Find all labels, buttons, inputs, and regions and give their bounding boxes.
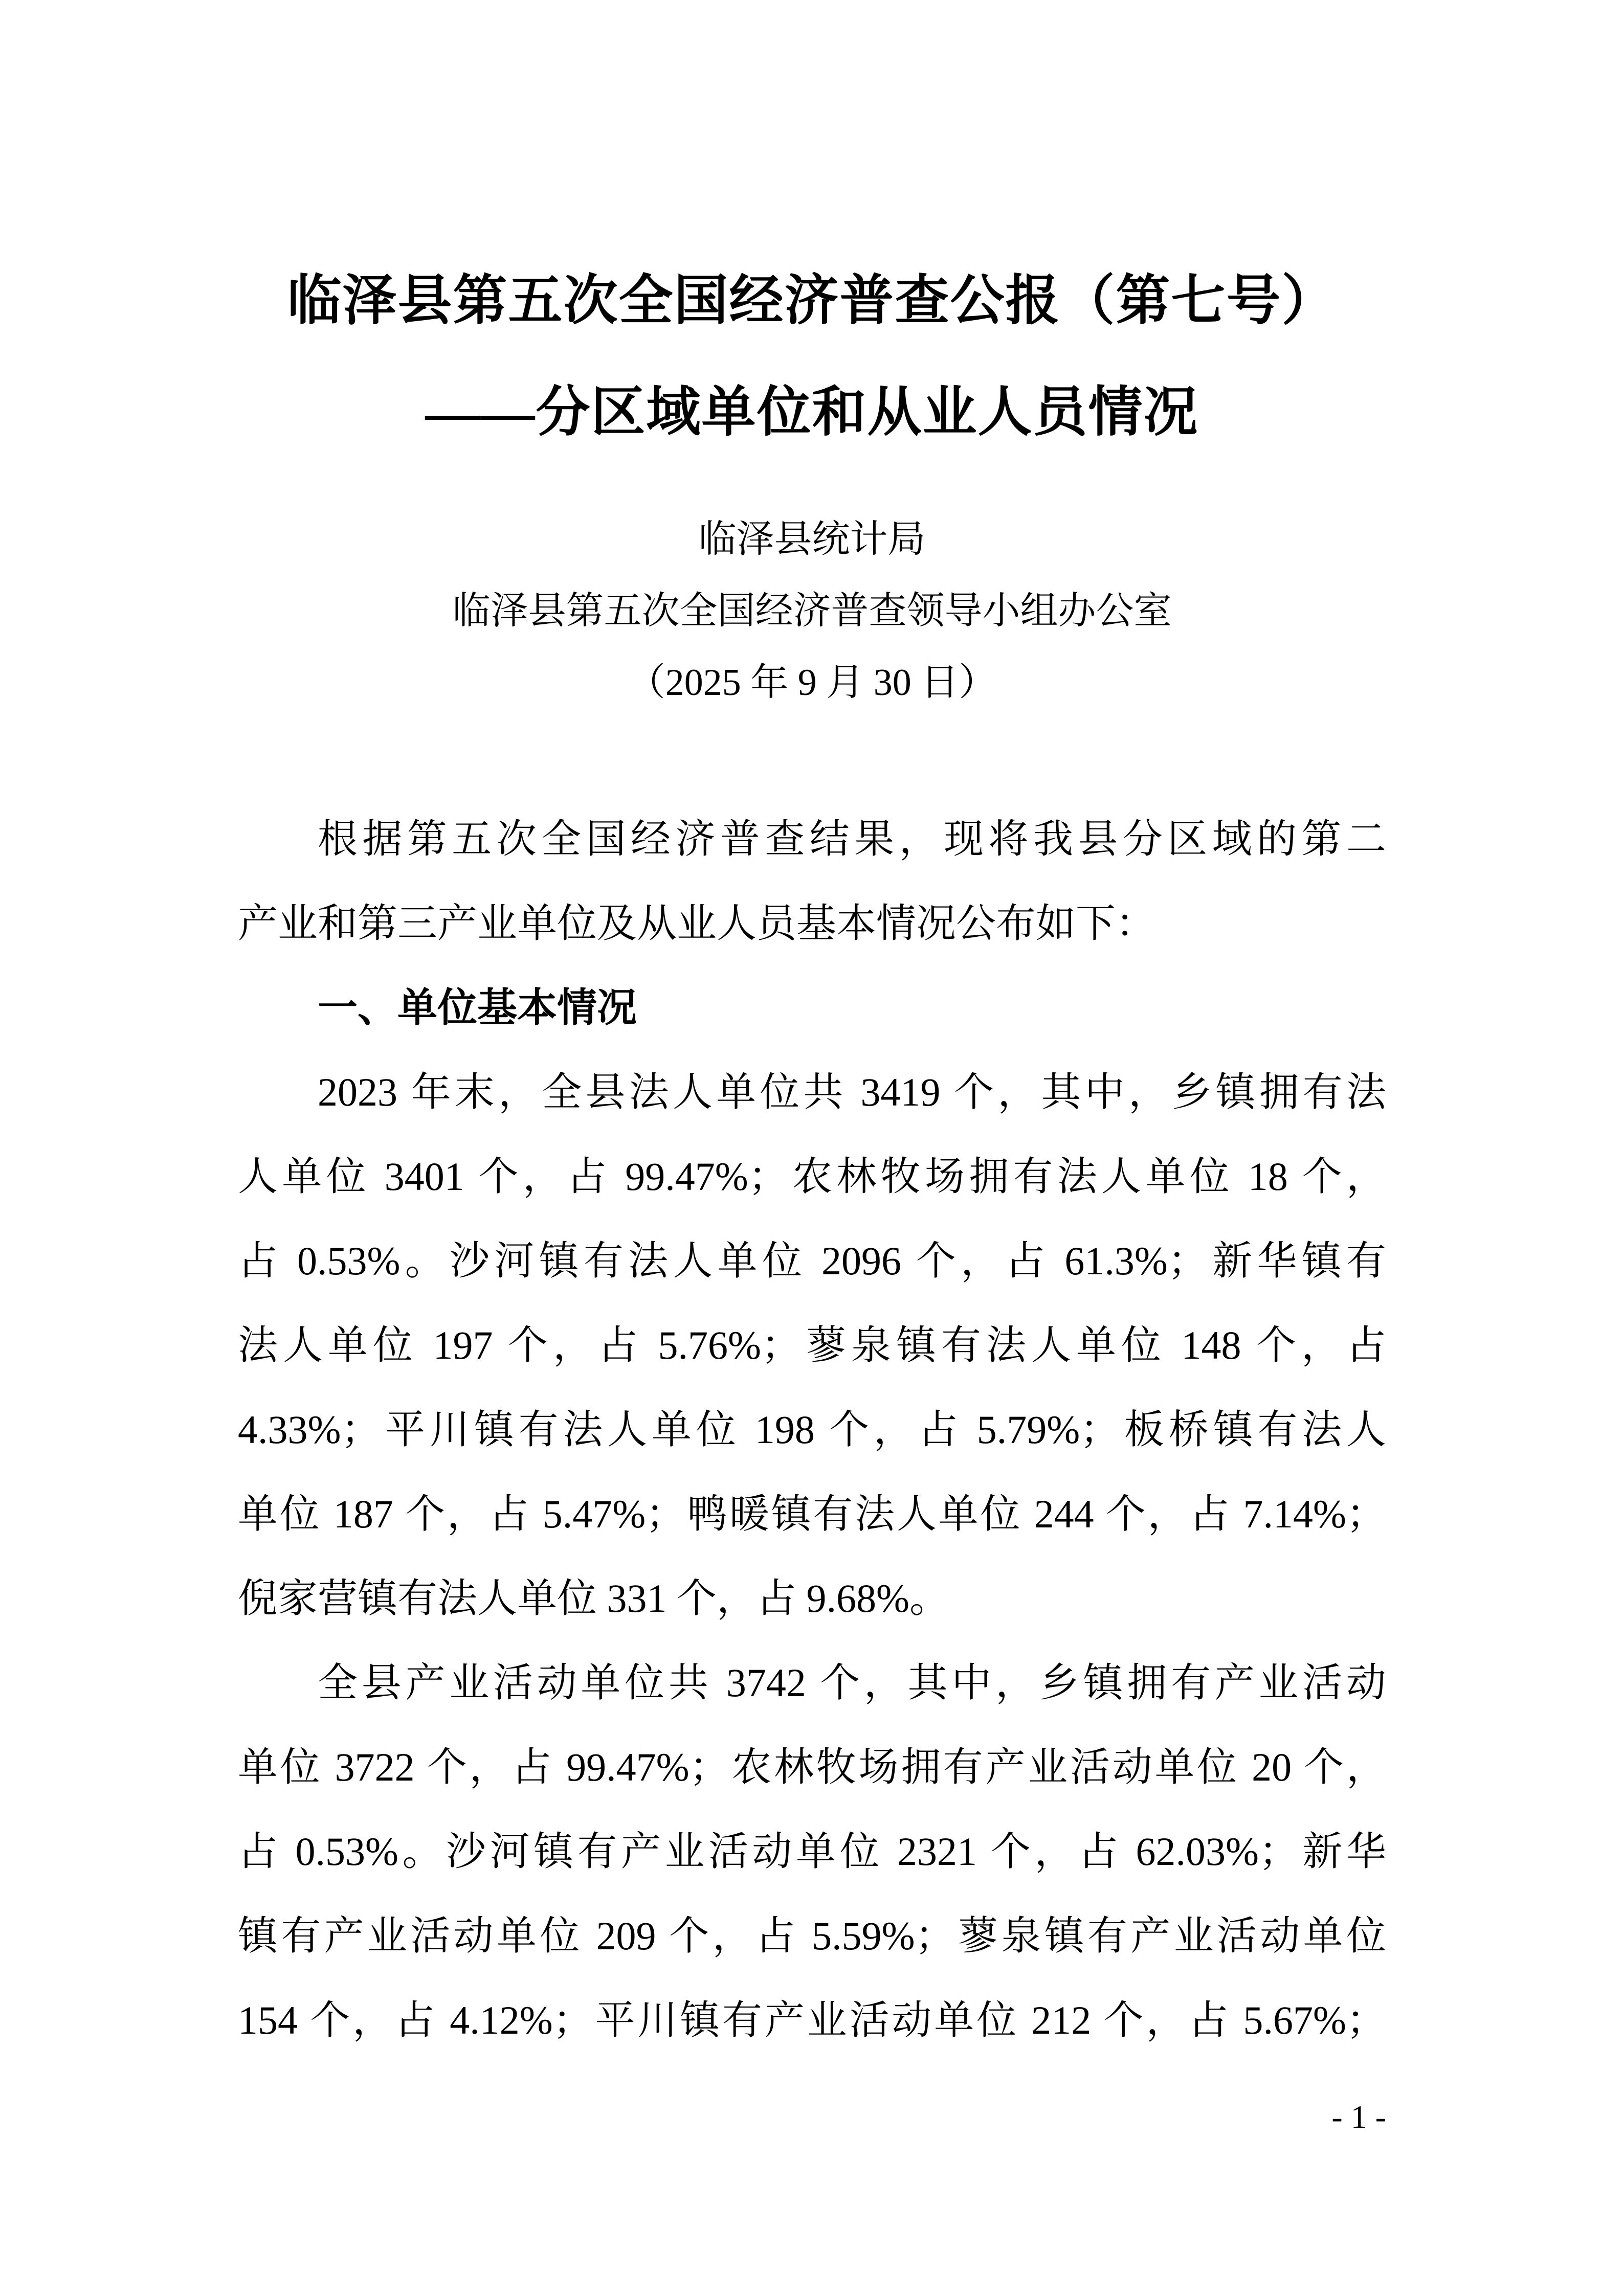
document-body xyxy=(238,797,1386,2062)
body-line: 4.33%；平川镇有法人单位 198 个，占 5.79%；板桥镇有法人 xyxy=(238,1407,1386,1452)
page-number: - 1 - xyxy=(1331,2099,1386,2135)
body-line: 单位 187 个，占 5.47%；鸭暖镇有法人单位 244 个，占 7.14%； xyxy=(238,1492,1386,1536)
author-block xyxy=(238,504,1386,718)
body-line: 154 个，占 4.12%；平川镇有产业活动单位 212 个，占 5.67%； xyxy=(238,1998,1386,2042)
body-line: 占 0.53%。沙河镇有法人单位 2096 个，占 61.3%；新华镇有 xyxy=(238,1239,1386,1283)
body-line: 法人单位 197 个，占 5.76%；蓼泉镇有法人单位 148 个，占 xyxy=(238,1323,1386,1367)
body-line: 单位 3722 个，占 99.47%；农林牧场拥有产业活动单位 20 个， xyxy=(238,1745,1386,1789)
title-line-1: 临泽县第五次全国经济普查公报（第七号） xyxy=(287,271,1337,331)
body-line: 根据第五次全国经济普查结果，现将我县分区域的第二 xyxy=(318,817,1386,861)
body-line: 产业和第三产业单位及从业人员基本情况公布如下： xyxy=(238,901,1156,946)
body-line: 镇有产业活动单位 209 个，占 5.59%；蓼泉镇有产业活动单位 xyxy=(238,1914,1386,1958)
body-line: 倪家营镇有法人单位 331 个，占 9.68%。 xyxy=(238,1576,949,1620)
section-heading: 一、单位基本情况 xyxy=(318,985,637,1030)
body-line: 占 0.53%。沙河镇有产业活动单位 2321 个，占 62.03%；新华 xyxy=(238,1829,1386,1874)
date-line: （2025 年 9 月 30 日） xyxy=(627,662,997,704)
body-line: 人单位 3401 个，占 99.47%；农林牧场拥有法人单位 18 个， xyxy=(238,1154,1386,1199)
body-line: 全县产业活动单位共 3742 个，其中，乡镇拥有产业活动 xyxy=(318,1660,1386,1705)
body-line: 2023 年末，全县法人单位共 3419 个，其中，乡镇拥有法 xyxy=(318,1070,1386,1114)
document-title xyxy=(238,245,1386,468)
page-footer xyxy=(238,2099,1386,2135)
author-line-agency: 临泽县统计局 xyxy=(698,519,926,560)
title-line-2: ——分区域单位和从业人员情况 xyxy=(425,382,1199,442)
author-line-office: 临泽县第五次全国经济普查领导小组办公室 xyxy=(452,590,1172,632)
